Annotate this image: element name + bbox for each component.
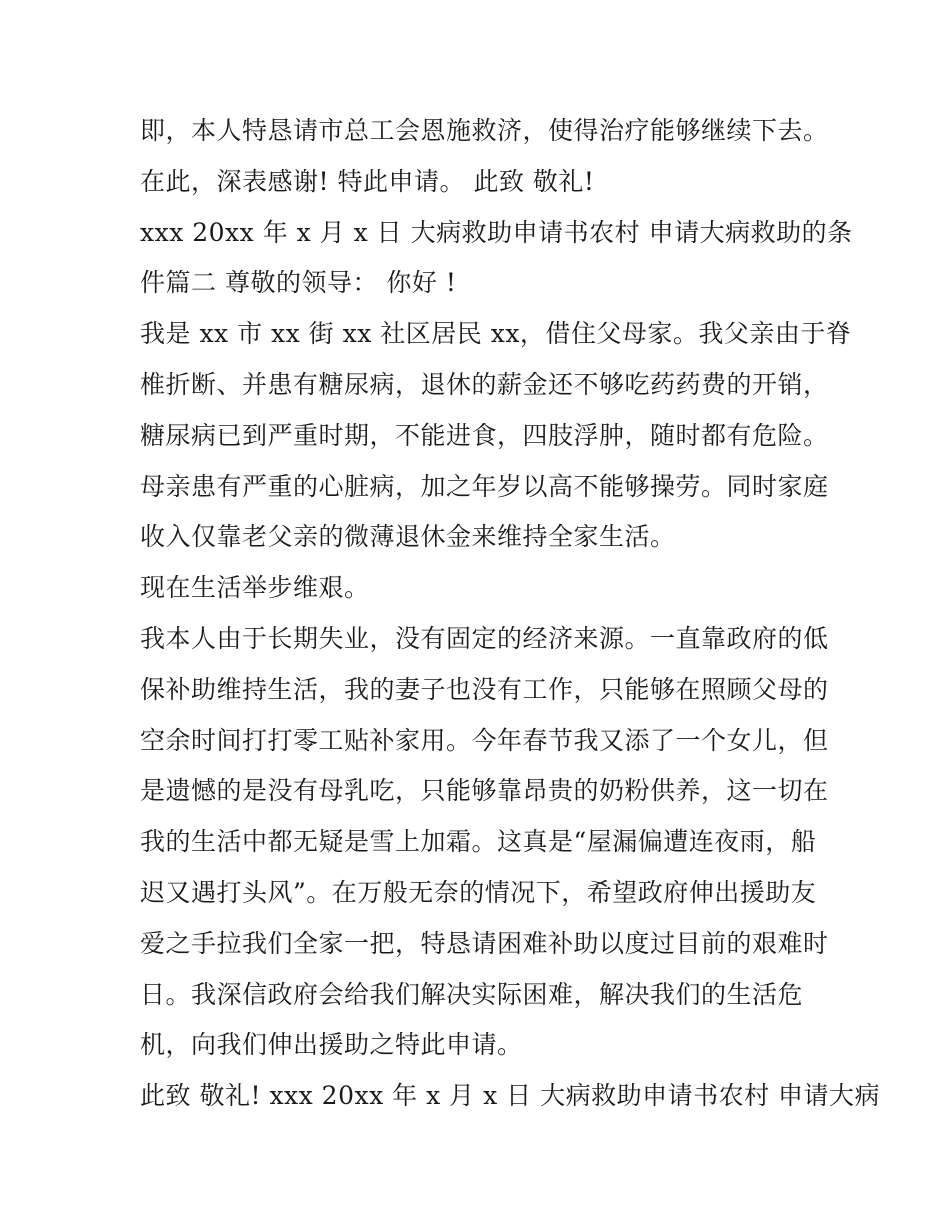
text-line-18: 日。我深信政府会给我们解决实际困难，解决我们的生活危: [140, 979, 804, 1009]
text-line-3: xxx 20xx 年 x 月 x 日 大病救助申请书农村 申请大病救助的条: [140, 217, 853, 247]
text-line-4: 件篇二 尊敬的领导： 你好 !: [140, 268, 457, 298]
text-line-9: 收入仅靠老父亲的微薄退休金来维持全家生活。: [140, 522, 676, 552]
text-line-10: 现在生活举步维艰。: [140, 573, 370, 603]
text-line-16: 迟又遇打头风”。在万般无奈的情况下，希望政府伸出援助友: [140, 877, 817, 907]
text-line-5: 我是 xx 市 xx 街 xx 社区居民 xx，借住父母家。我父亲由于脊: [140, 319, 852, 349]
text-line-12: 保补助维持生活，我的妻子也没有工作，只能够在照顾父母的: [140, 674, 829, 704]
text-line-7: 糖尿病已到严重时期，不能进食，四肢浮肿，随时都有危险。: [140, 420, 829, 450]
text-line-13: 空余时间打打零工贴补家用。今年春节我又添了一个女儿，但: [140, 725, 829, 755]
text-line-1: 即，本人特恳请市总工会恩施救济，使得治疗能够继续下去。: [140, 116, 829, 145]
text-line-6: 椎折断、并患有糖尿病，退休的薪金还不够吃药药费的开销，: [140, 369, 829, 399]
text-line-8: 母亲患有严重的心脏病，加之年岁以高不能够操劳。同时家庭: [140, 471, 829, 501]
text-line-20: 此致 敬礼! xxx 20xx 年 x 月 x 日 大病救助申请书农村 申请大病: [140, 1081, 881, 1111]
text-line-19: 机，向我们伸出援助之特此申请。: [140, 1030, 523, 1060]
text-line-17: 爱之手拉我们全家一把，特恳请困难补助以度过目前的艰难时: [140, 928, 829, 958]
text-line-11: 我本人由于长期失业，没有固定的经济来源。一直靠政府的低: [140, 623, 829, 653]
text-line-2: 在此，深表感谢! 特此申请。 此致 敬礼!: [140, 166, 595, 196]
document-body: [140, 106, 881, 1122]
text-line-14: 是遗憾的是没有母乳吃，只能够靠昂贵的奶粉供养，这一切在: [140, 776, 829, 806]
text-line-15: 我的生活中都无疑是雪上加霜。这真是“屋漏偏遭连夜雨，船: [140, 827, 817, 857]
